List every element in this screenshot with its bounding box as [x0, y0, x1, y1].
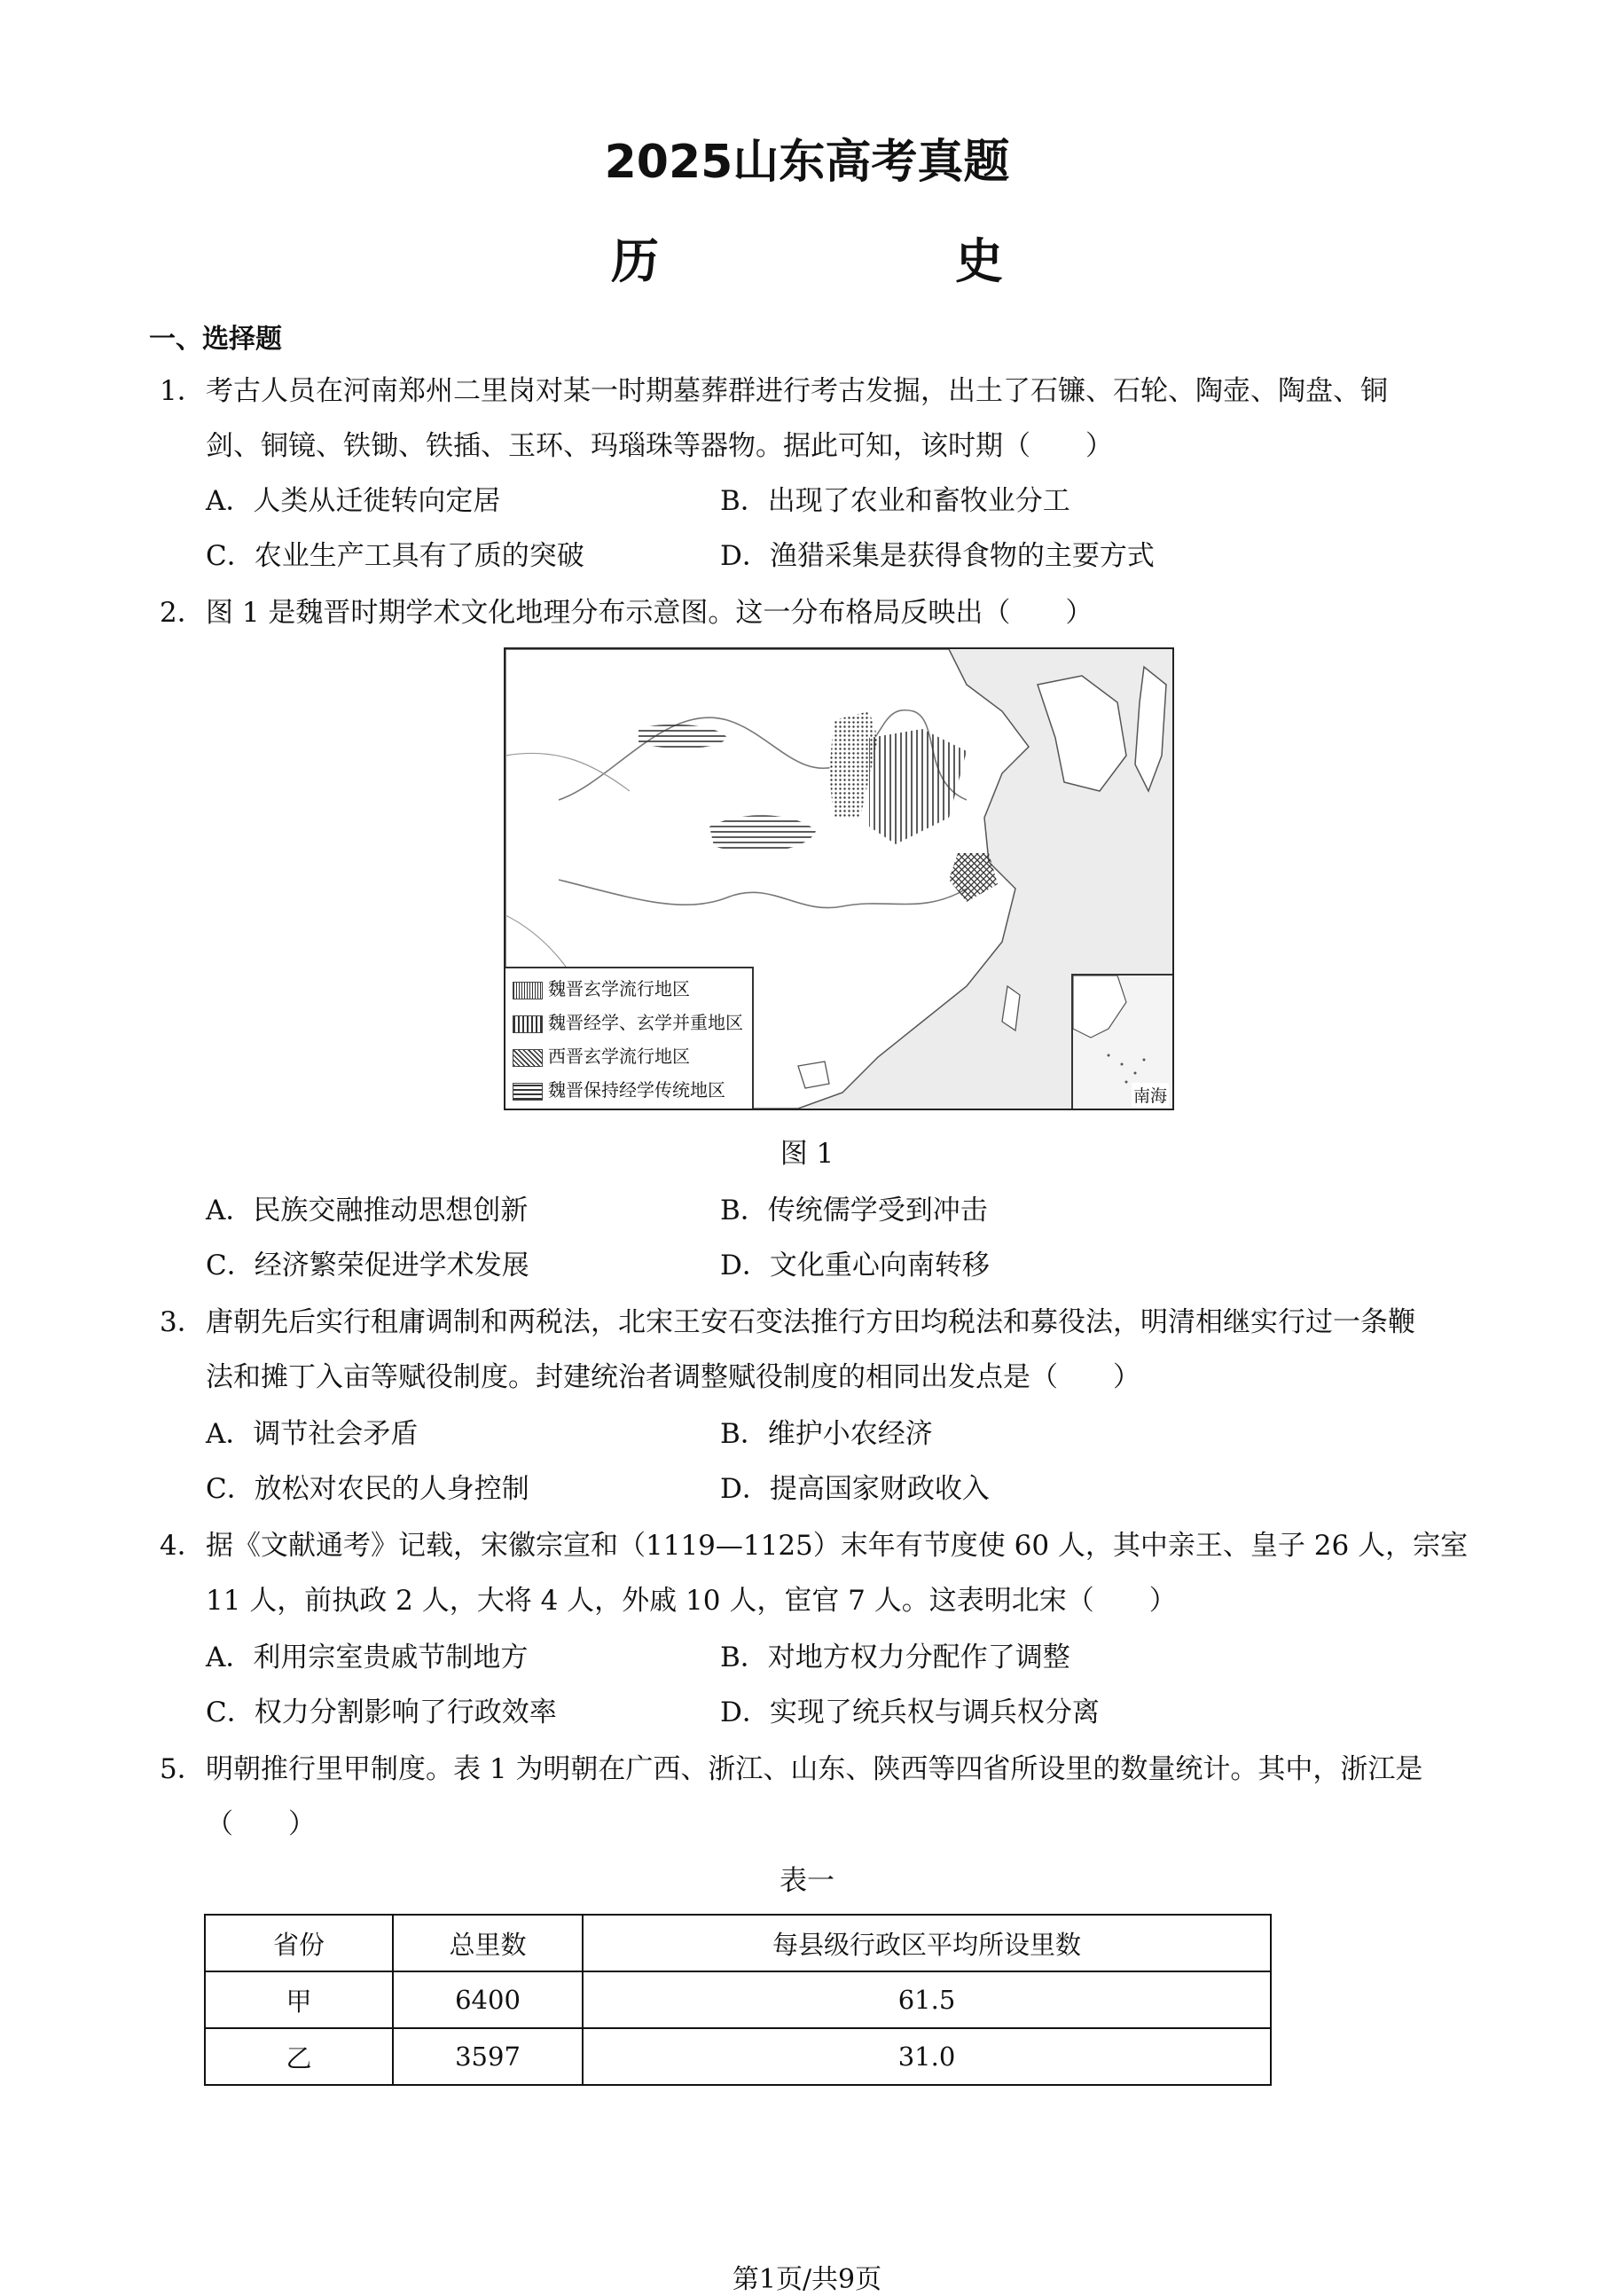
legend-item	[513, 1043, 690, 1070]
question-text: 11 人，前执政 2 人，大将 4 人，外戚 10 人，宦官 7 人。这表明北宋（ ）	[206, 1585, 1177, 1617]
legend-label: 魏晋经学、玄学并重地区	[548, 1012, 743, 1033]
option-b[interactable]: B．传统儒学受到冲击	[720, 1195, 988, 1226]
legend-swatch	[513, 1049, 543, 1067]
legend-swatch	[513, 1083, 543, 1101]
subject-title: 历 史	[611, 233, 1127, 289]
options-q1	[206, 474, 1447, 584]
question-4	[160, 1518, 1472, 1628]
question-text: 唐朝先后实行租庸调制和两税法，北宋王安石变法推行方田均税法和募役法，明清相继实行过一条鞭	[206, 1306, 1415, 1338]
question-number: 5．	[160, 1753, 205, 1785]
option-d[interactable]: D．渔猎采集是获得食物的主要方式	[720, 540, 1155, 572]
question-number: 1．	[160, 375, 205, 407]
table-row	[205, 1971, 1271, 2028]
question-text: 考古人员在河南郑州二里岗对某一时期墓葬群进行考古发掘，出土了石镰、石轮、陶壶、陶盘、铜	[206, 375, 1388, 407]
inset-label: 南海	[1132, 1083, 1169, 1107]
question-text: （ ）	[206, 1808, 316, 1840]
japan-islands	[1135, 667, 1166, 791]
question-number: 3．	[160, 1306, 205, 1338]
table-cell: 6400	[393, 1971, 583, 2028]
option-c[interactable]: C．放松对农民的人身控制	[206, 1473, 529, 1505]
figure-caption: 图 1	[780, 1138, 834, 1170]
legend-item	[513, 1077, 725, 1103]
south-sea-inset	[1071, 974, 1172, 1109]
legend-label: 魏晋保持经学传统地区	[548, 1079, 725, 1101]
table-header: 总里数	[393, 1915, 583, 1971]
question-5	[160, 1742, 1472, 1852]
korea-peninsula	[1038, 676, 1126, 791]
option-b[interactable]: B．对地方权力分配作了调整	[720, 1642, 1070, 1673]
table-cell: 3597	[393, 2028, 583, 2085]
option-a[interactable]: A．人类从迁徙转向定居	[206, 485, 501, 517]
legend-swatch	[513, 982, 543, 999]
question-number: 2．	[160, 597, 205, 629]
option-b[interactable]: B．出现了农业和畜牧业分工	[720, 485, 1070, 517]
table-header: 省份	[205, 1915, 393, 1971]
option-a[interactable]: A．调节社会矛盾	[206, 1418, 419, 1450]
question-text: 剑、铜镜、铁锄、铁插、玉环、玛瑙珠等器物。据此可知，该时期（ ）	[206, 430, 1113, 462]
table-cell: 甲	[205, 1971, 393, 2028]
question-3	[160, 1295, 1472, 1405]
options-q3	[206, 1407, 1447, 1516]
taiwan-island	[1002, 986, 1020, 1030]
legend-label: 魏晋玄学流行地区	[548, 978, 690, 999]
page-footer: 第1页/共9页	[732, 2264, 882, 2295]
options-q2	[206, 1183, 1447, 1293]
legend-label: 西晋玄学流行地区	[548, 1046, 690, 1067]
question-text: 据《文献通考》记载，宋徽宗宣和（1119—1125）末年有节度使 60 人，其中亲王、皇子 26 人，宗室	[206, 1530, 1469, 1562]
question-text: 图 1 是魏晋时期学术文化地理分布示意图。这一分布格局反映出（ ）	[206, 597, 1093, 629]
legend-item	[513, 976, 690, 1002]
page-title: 2025山东高考真题	[604, 136, 1010, 189]
question-1	[160, 364, 1472, 474]
table-cell: 乙	[205, 2028, 393, 2085]
question-number: 4．	[160, 1530, 205, 1562]
question-2	[160, 585, 1472, 640]
question-text: 法和摊丁入亩等赋役制度。封建统治者调整赋役制度的相同出发点是（ ）	[206, 1361, 1140, 1393]
option-d[interactable]: D．实现了统兵权与调兵权分离	[720, 1697, 1100, 1728]
options-q4	[206, 1630, 1447, 1740]
option-d[interactable]: D．文化重心向南转移	[720, 1250, 990, 1281]
legend-item	[513, 1009, 743, 1036]
option-a[interactable]: A．民族交融推动思想创新	[206, 1195, 529, 1226]
question-text: 明朝推行里甲制度。表 1 为明朝在广西、浙江、山东、陕西等四省所设里的数量统计。其中，浙江是	[206, 1753, 1423, 1785]
option-b[interactable]: B．维护小农经济	[720, 1418, 933, 1450]
table-header-row	[205, 1915, 1271, 1971]
data-table	[204, 1914, 1272, 2086]
table-header: 每县级行政区平均所设里数	[583, 1915, 1271, 1971]
legend-swatch	[513, 1015, 543, 1033]
option-a[interactable]: A．利用宗室贵戚节制地方	[206, 1642, 529, 1673]
map-legend	[505, 967, 754, 1109]
table-row	[205, 2028, 1271, 2085]
table-cell: 61.5	[583, 1971, 1271, 2028]
option-d[interactable]: D．提高国家财政收入	[720, 1473, 990, 1505]
option-c[interactable]: C．权力分割影响了行政效率	[206, 1697, 557, 1728]
figure-map	[504, 647, 1174, 1110]
option-c[interactable]: C．经济繁荣促进学术发展	[206, 1250, 529, 1281]
section-heading: 一、选择题	[149, 324, 282, 355]
option-c[interactable]: C．农业生产工具有了质的突破	[206, 540, 584, 572]
table-caption: 表一	[780, 1865, 834, 1897]
table-cell: 31.0	[583, 2028, 1271, 2085]
